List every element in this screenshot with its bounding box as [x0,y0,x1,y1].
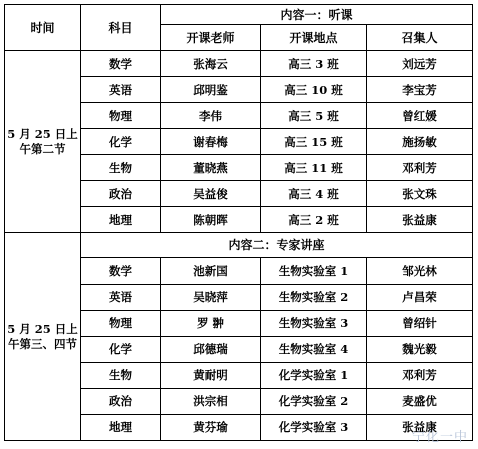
teacher-cell: 黄耐明 [161,362,261,388]
location-cell: 生物实验室 4 [261,336,367,362]
subject-cell: 物理 [81,103,161,129]
table-row [5,51,473,77]
session-2-time: 5 月 25 日上午第三、四节 [5,233,81,441]
teacher-cell: 谢春梅 [161,129,261,155]
watermark: 宁化一中 [411,430,468,445]
convener-cell: 曾红媛 [367,103,473,129]
location-cell: 化学实验室 2 [261,388,367,414]
teacher-cell: 邱明鉴 [161,77,261,103]
subject-cell: 数学 [81,51,161,77]
subject-cell: 化学 [81,129,161,155]
subject-cell: 数学 [81,258,161,284]
subject-cell: 地理 [81,414,161,440]
convener-cell: 张益康 [367,414,473,440]
convener-cell: 曾绍针 [367,310,473,336]
location-cell: 高三 2 班 [261,207,367,233]
teacher-cell: 吴晓萍 [161,284,261,310]
header-time: 时间 [5,5,81,51]
location-cell: 生物实验室 3 [261,310,367,336]
header-convener: 召集人 [367,25,473,51]
location-cell: 高三 5 班 [261,103,367,129]
convener-cell: 刘远芳 [367,51,473,77]
convener-cell: 邹光林 [367,258,473,284]
convener-cell: 邓利芳 [367,362,473,388]
header-content-1: 内容一：听课 [161,5,473,25]
convener-cell: 卢昌荣 [367,284,473,310]
convener-cell: 施扬敏 [367,129,473,155]
convener-cell: 魏光毅 [367,336,473,362]
header-subject: 科目 [81,5,161,51]
subject-cell: 生物 [81,155,161,181]
subject-cell: 物理 [81,310,161,336]
subject-cell: 英语 [81,77,161,103]
location-cell: 生物实验室 1 [261,258,367,284]
teacher-cell: 罗 翀 [161,310,261,336]
location-cell: 化学实验室 3 [261,414,367,440]
header-teacher: 开课老师 [161,25,261,51]
location-cell: 高三 3 班 [261,51,367,77]
teacher-cell: 黄芬瑜 [161,414,261,440]
header-content-2: 内容二：专家讲座 [81,233,473,258]
convener-cell: 邓利芳 [367,155,473,181]
convener-cell: 李宝芳 [367,77,473,103]
teacher-cell: 董晓燕 [161,155,261,181]
teacher-cell: 吴益俊 [161,181,261,207]
header-location: 开课地点 [261,25,367,51]
teacher-cell: 李伟 [161,103,261,129]
teacher-cell: 邱德瑞 [161,336,261,362]
subject-cell: 英语 [81,284,161,310]
location-cell: 高三 4 班 [261,181,367,207]
subject-cell: 化学 [81,336,161,362]
location-cell: 高三 11 班 [261,155,367,181]
convener-cell: 张益康 [367,207,473,233]
teacher-cell: 池新国 [161,258,261,284]
subject-cell: 生物 [81,362,161,388]
teacher-cell: 陈朝晖 [161,207,261,233]
teacher-cell: 洪宗相 [161,388,261,414]
convener-cell: 张文珠 [367,181,473,207]
subject-cell: 政治 [81,181,161,207]
location-cell: 生物实验室 2 [261,284,367,310]
teacher-cell: 张海云 [161,51,261,77]
convener-cell: 麦盛优 [367,388,473,414]
location-cell: 高三 10 班 [261,77,367,103]
table-row [5,233,473,258]
subject-cell: 政治 [81,388,161,414]
session-1-time: 5 月 25 日上午第二节 [5,51,81,233]
schedule-table [4,4,473,441]
subject-cell: 地理 [81,207,161,233]
location-cell: 高三 15 班 [261,129,367,155]
location-cell: 化学实验室 1 [261,362,367,388]
